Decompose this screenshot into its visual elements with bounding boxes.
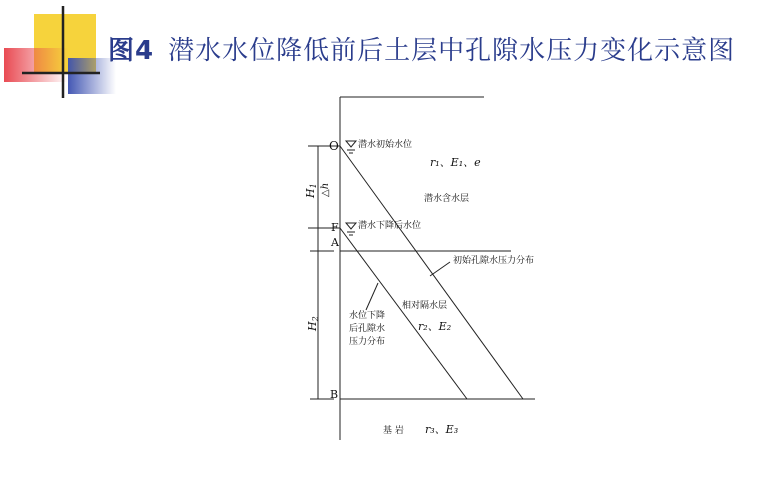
lowered-pressure-label-line2: 后孔隙水 (349, 324, 386, 334)
figure-number: 图4 (108, 36, 155, 66)
aquifer-name: 潜水含水层 (424, 194, 470, 204)
pore-pressure-diagram (308, 97, 535, 440)
aquifer-params: r₁、E₁、e (430, 156, 481, 169)
lowered-pressure-label-line3: 压力分布 (349, 337, 386, 347)
bedrock-params: r₃、E₃ (425, 423, 459, 436)
dim-label-delta-h (320, 183, 331, 197)
point-label-B: B (330, 388, 339, 401)
dim-label-H2 (306, 316, 320, 332)
lowered-water-level-label: 潜水下降后水位 (358, 221, 422, 231)
point-label-O: O (329, 139, 339, 153)
svg-text:H1: H1 (304, 183, 318, 198)
initial-pressure-label: 初始孔隙水压力分布 (453, 256, 535, 266)
slide-title (108, 30, 735, 67)
svg-text:△h: △h (320, 182, 331, 197)
dim-label-H1 (304, 183, 318, 199)
initial-pressure-line (340, 146, 523, 399)
aquitard-name: 相对隔水层 (402, 301, 448, 311)
figure-caption: 潜水水位降低前后土层中孔隙水压力变化示意图 (168, 36, 736, 66)
lowered-pressure-label-line1: 水位下降 (349, 311, 386, 321)
aquitard-params: r₂、E₂ (418, 320, 452, 333)
corner-logo (4, 6, 116, 98)
svg-text:H2: H2 (306, 316, 320, 331)
bedrock-name: 基 岩 (383, 426, 404, 436)
initial-water-level-label: 潜水初始水位 (358, 140, 413, 150)
point-label-F: F (331, 221, 339, 234)
leader-initial (430, 262, 450, 276)
point-label-A: A (331, 236, 339, 249)
water-level-triangle-lowered (346, 223, 356, 229)
leader-lowered (366, 283, 378, 310)
water-level-triangle-initial (346, 141, 356, 147)
